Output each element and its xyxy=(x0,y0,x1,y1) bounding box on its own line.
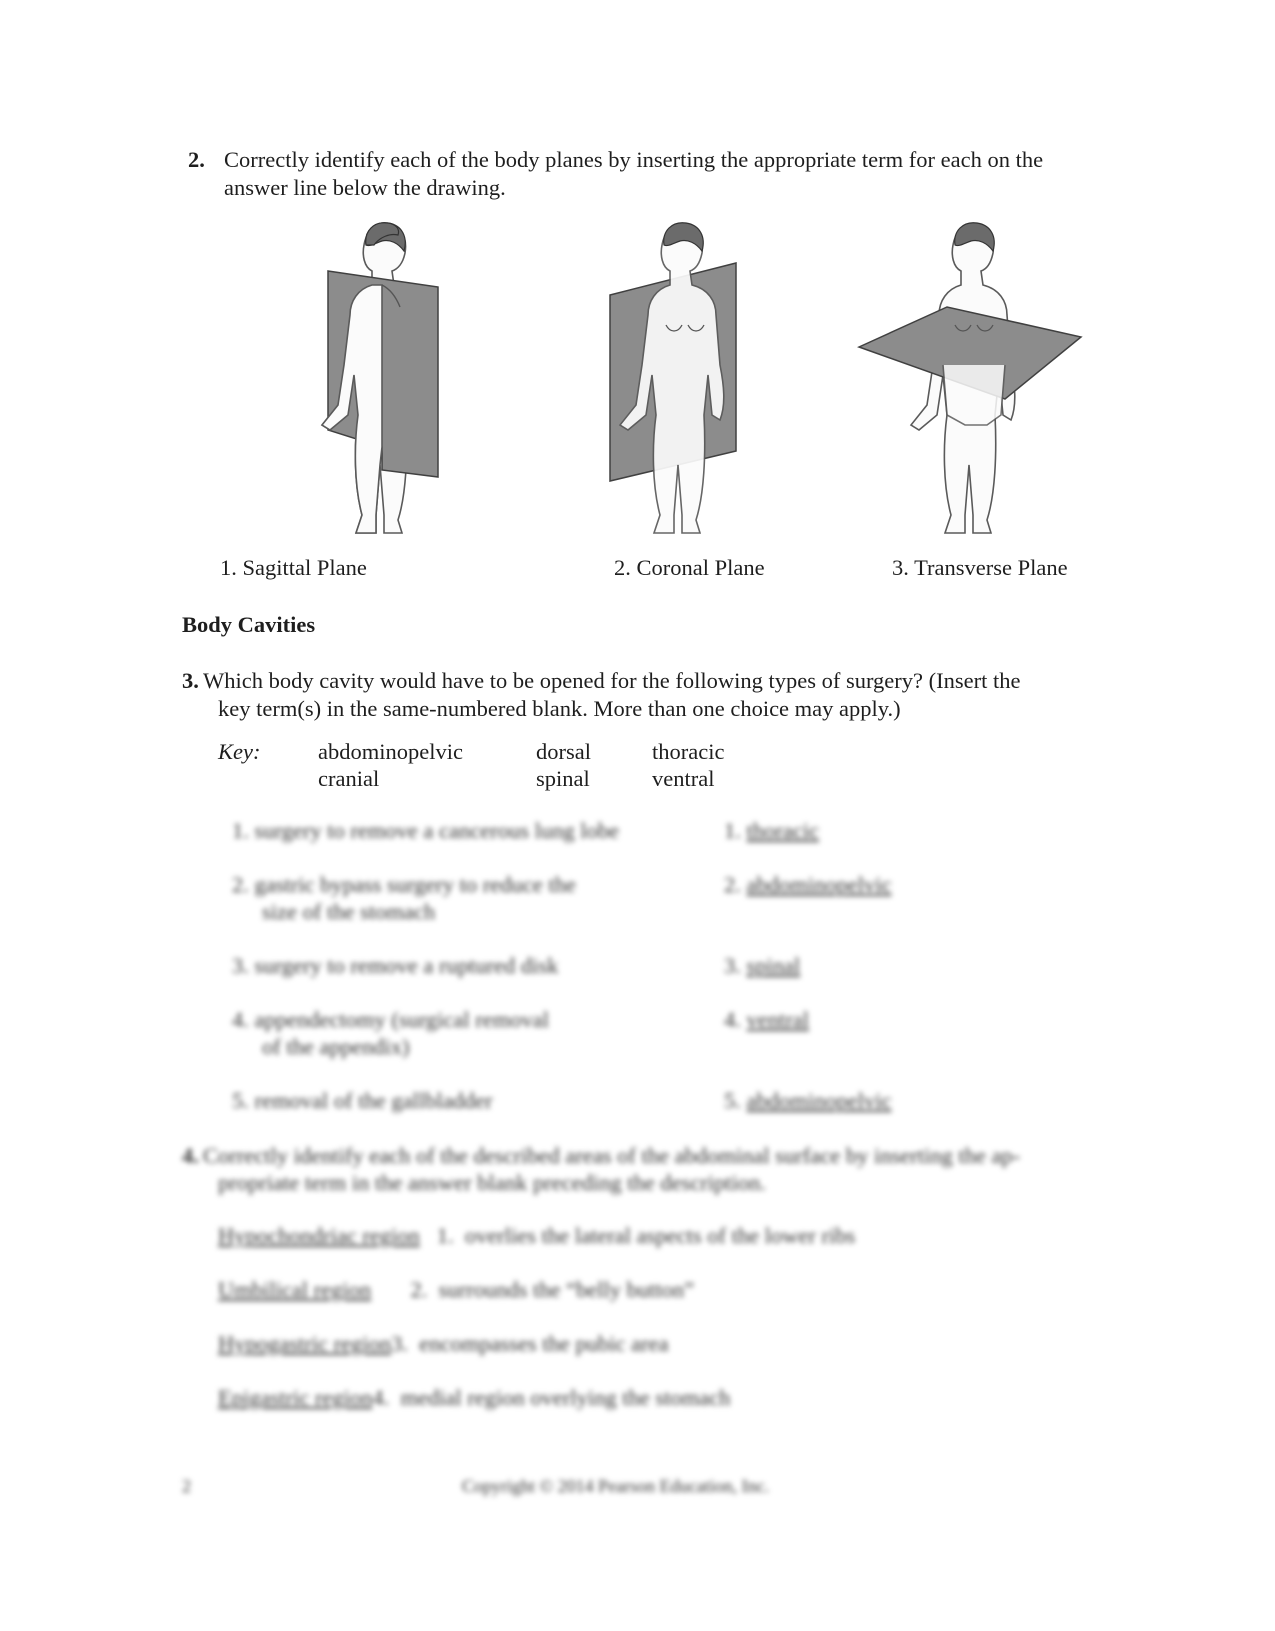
answer-blank[interactable]: ventral xyxy=(746,1007,809,1032)
answer-number: 2. xyxy=(724,872,741,897)
key-term: thoracic xyxy=(652,739,725,764)
answer-number: 5. xyxy=(724,1088,741,1113)
q3-answer-5 xyxy=(724,1087,891,1115)
q3-item-2-line-2: size of the stomach xyxy=(262,899,436,924)
question-2 xyxy=(188,146,205,174)
answer-blank[interactable]: Epigastric region xyxy=(218,1385,373,1410)
q3-answer-4 xyxy=(724,1006,809,1034)
key-term: ventral xyxy=(652,766,715,791)
q4-item-3 xyxy=(218,1330,669,1358)
question-2-text-line-2: answer line below the drawing. xyxy=(224,175,506,200)
q3-answer-1 xyxy=(724,817,819,845)
coronal-plane-figure xyxy=(600,215,760,545)
answer-blank[interactable]: Umbilical region xyxy=(218,1277,372,1302)
item-number: 3. xyxy=(232,953,249,978)
item-description: surgery to remove a ruptured disk xyxy=(254,953,559,978)
item-number: 4. xyxy=(232,1007,249,1032)
q3-item-3 xyxy=(232,952,558,980)
answer-blank[interactable]: abdominopelvic xyxy=(746,872,892,897)
q3-item-1 xyxy=(232,817,619,845)
answer-number: 4. xyxy=(724,1007,741,1032)
sagittal-plane-figure xyxy=(310,215,470,545)
key-label: Key: xyxy=(218,739,261,764)
item-description: encompasses the pubic area xyxy=(419,1331,669,1356)
item-number: 5. xyxy=(232,1088,249,1113)
figure-2-label: 2. Coronal Plane xyxy=(614,555,765,580)
question-3-text-line-2: key term(s) in the same-numbered blank. More than one choice may apply.) xyxy=(218,696,901,721)
question-4-text-line-1: Correctly identify each of the described areas of the abdominal surface by inserting the ap- xyxy=(203,1143,1021,1168)
q3-item-4-line-2: of the appendix) xyxy=(262,1034,410,1059)
item-description: surgery to remove a cancerous lung lobe xyxy=(254,818,619,843)
section-heading-body-cavities: Body Cavities xyxy=(182,612,316,637)
item-number: 1. xyxy=(232,818,249,843)
question-4-number: 4. xyxy=(182,1143,199,1168)
answer-blank[interactable]: thoracic xyxy=(746,818,819,843)
answer-blank[interactable]: abdominopelvic xyxy=(746,1088,892,1113)
item-number: 2. xyxy=(410,1277,428,1302)
q4-item-4 xyxy=(218,1384,730,1412)
key-term: spinal xyxy=(536,766,590,791)
page-number: 2 xyxy=(182,1476,191,1496)
key-term: cranial xyxy=(318,766,380,791)
question-3-text-line-1: Which body cavity would have to be opened for the following types of surgery? (Insert the xyxy=(203,668,1021,693)
answer-blank[interactable]: spinal xyxy=(746,953,801,978)
q3-item-5 xyxy=(232,1087,493,1115)
question-2-text-line-1: Correctly identify each of the body planes by inserting the appropriate term for each on the xyxy=(224,147,1044,172)
q3-answer-3 xyxy=(724,952,800,980)
copyright-notice: Copyright © 2014 Pearson Education, Inc. xyxy=(462,1476,770,1496)
key-term: abdominopelvic xyxy=(318,739,463,764)
answer-number: 3. xyxy=(724,953,741,978)
q4-item-2 xyxy=(218,1276,694,1304)
item-number: 1. xyxy=(436,1223,454,1248)
q3-answer-2 xyxy=(724,871,891,899)
item-description: surrounds the “belly button” xyxy=(438,1277,695,1302)
item-description: overlies the lateral aspects of the lower ribs xyxy=(464,1223,856,1248)
answer-number: 1. xyxy=(724,818,741,843)
answer-blank[interactable]: Hypogastric region xyxy=(218,1331,392,1356)
question-number: 2. xyxy=(188,147,205,172)
answer-blank[interactable]: Hypochondriac region xyxy=(218,1223,420,1248)
question-4-text-line-2: propriate term in the answer blank preceding the description. xyxy=(218,1170,766,1195)
item-description: appendectomy (surgical removal xyxy=(254,1007,549,1032)
q3-item-4 xyxy=(232,1006,549,1034)
q3-item-2 xyxy=(232,871,576,899)
item-description: medial region overlying the stomach xyxy=(400,1385,731,1410)
q4-item-1 xyxy=(218,1222,855,1250)
item-number: 3. xyxy=(391,1331,408,1356)
item-number: 4. xyxy=(372,1385,390,1410)
figure-1-label: 1. Sagittal Plane xyxy=(220,555,367,580)
key-term: dorsal xyxy=(536,739,591,764)
question-3-number: 3. xyxy=(182,668,199,693)
figure-3-label: 3. Transverse Plane xyxy=(892,555,1068,580)
item-description: removal of the gallbladder xyxy=(254,1088,493,1113)
item-description: gastric bypass surgery to reduce the xyxy=(254,872,576,897)
transverse-plane-figure xyxy=(855,215,1085,545)
item-number: 2. xyxy=(232,872,249,897)
